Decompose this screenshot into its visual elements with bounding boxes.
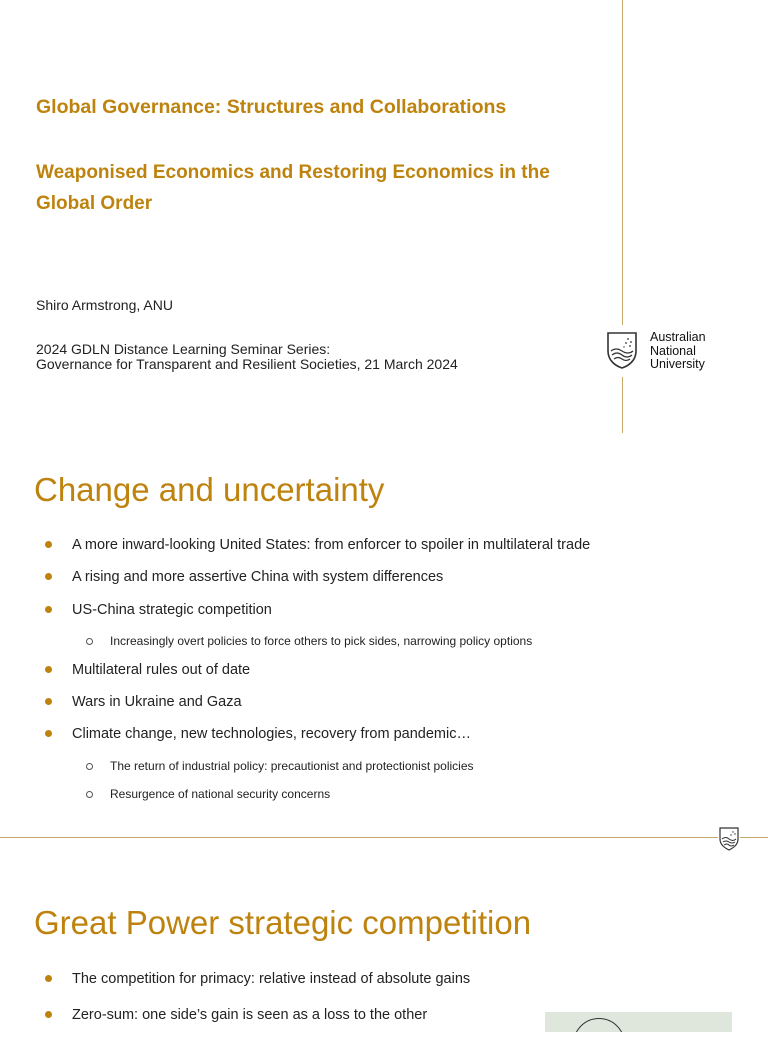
anu-logo-line-3: University <box>650 357 705 371</box>
anu-logo-line-1: Australian <box>650 330 706 344</box>
sub-bullet-text: Resurgence of national security concerns <box>110 786 331 801</box>
list-item <box>44 1006 524 1042</box>
bullet-dot-icon <box>45 698 52 705</box>
list-item <box>44 970 524 1006</box>
slide-title: Great Power strategic competition <box>34 904 532 941</box>
change-uncertainty-slide <box>0 433 768 838</box>
bullet-text: A more inward-looking United States: from enforcer to spoiler in multilateral trade <box>72 537 591 553</box>
sub-bullet-ring-icon <box>86 791 93 798</box>
anu-logo-text <box>650 331 706 372</box>
seminar-series <box>36 342 458 372</box>
list-item <box>44 601 744 633</box>
sub-list-item <box>44 786 744 814</box>
vertical-divider-top <box>622 0 623 325</box>
slide-title: Change and uncertainty <box>34 471 385 508</box>
presentation-title: Global Governance: Structures and Collaborations <box>36 96 507 118</box>
sub-bullet-ring-icon <box>86 638 93 645</box>
list-item <box>44 536 744 568</box>
bullet-text: US-China strategic competition <box>72 601 272 618</box>
bullet-dot-icon <box>45 666 52 673</box>
list-item <box>44 725 744 757</box>
seminar-series-line-2: Governance for Transparent and Resilient Societies, 21 March 2024 <box>36 356 458 372</box>
list-item <box>44 568 744 600</box>
list-item <box>44 693 744 725</box>
sub-bullet-ring-icon <box>86 763 93 770</box>
anu-logo-line-2: National <box>650 343 696 358</box>
bullet-text: Multilateral rules out of date <box>72 661 251 678</box>
presentation-subtitle: Weaponised Economics and Restoring Economics in the Global Order <box>36 162 550 214</box>
slide-illustration <box>545 1012 732 1032</box>
sub-list-item <box>44 633 744 661</box>
bullet-text: The competition for primacy: relative instead of absolute gains <box>72 971 471 987</box>
bullet-dot-icon <box>45 606 52 613</box>
sub-list-item <box>44 758 744 786</box>
seminar-series-line-1: 2024 GDLN Distance Learning Seminar Series: <box>36 341 331 357</box>
list-item <box>44 661 744 693</box>
bullet-text: Wars in Ukraine and Gaza <box>72 694 242 711</box>
anu-crest-icon <box>606 331 638 369</box>
bullet-dot-icon <box>45 541 52 548</box>
bullet-dot-icon <box>45 975 52 982</box>
author-line: Shiro Armstrong, ANU <box>36 297 173 313</box>
illustration-circle <box>573 1018 625 1032</box>
sub-bullet-text: The return of industrial policy: precautionist and protectionist policies <box>110 758 474 773</box>
bullet-dot-icon <box>45 573 52 580</box>
bullet-dot-icon <box>45 730 52 737</box>
great-power-slide <box>0 838 768 1024</box>
bullet-text: Climate change, new technologies, recovery from pandemic… <box>72 726 471 743</box>
bullet-dot-icon <box>45 1011 52 1018</box>
sub-bullet-text: Increasingly overt policies to force others to pick sides, narrowing policy options <box>110 633 533 648</box>
bullet-list <box>44 970 524 1042</box>
vertical-divider-bottom <box>622 377 623 433</box>
bullet-text: Zero-sum: one side’s gain is seen as a loss to the other <box>72 1007 428 1023</box>
title-slide <box>0 0 768 433</box>
bullet-list <box>44 536 744 814</box>
bullet-text: A rising and more assertive China with system differences <box>72 569 444 586</box>
